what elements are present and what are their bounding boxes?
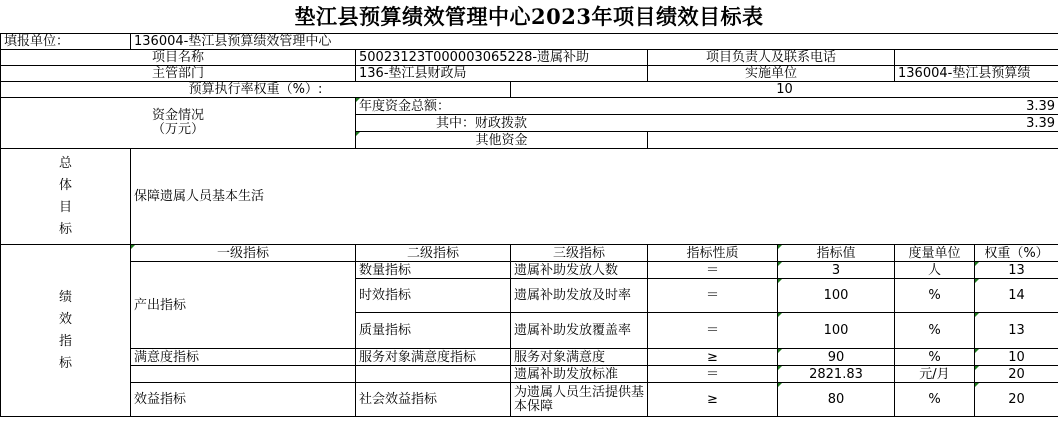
indicator-weight: 13 — [975, 313, 1058, 349]
dept-label: 主管部门 — [1, 66, 356, 82]
indicator-l3: 遗属补助发放人数 — [511, 262, 648, 279]
indicator-value: 100 — [778, 313, 895, 349]
indicator-l3: 服务对象满意度 — [511, 349, 648, 366]
indicator-unit: % — [895, 349, 975, 366]
header-l1: 一级指标 — [131, 245, 356, 262]
fill-unit-label: 填报单位： — [1, 34, 131, 50]
indicator-l1-satisfaction: 满意度指标 — [131, 349, 356, 366]
header-l3: 三级指标 — [511, 245, 648, 262]
overall-goal-label-text: 总 体 目 标 — [58, 155, 72, 237]
funds-total-row — [356, 98, 1058, 115]
impl-unit-value: 136004-垫江县预算绩 — [895, 66, 1058, 82]
indicator-value: 2821.83 — [778, 366, 895, 383]
indicator-unit: % — [895, 313, 975, 349]
header-unit: 度量单位 — [895, 245, 975, 262]
project-owner-value — [895, 50, 1058, 66]
indicator-l1 — [131, 366, 356, 383]
performance-table — [0, 33, 1058, 417]
indicator-nature: ＝ — [648, 313, 778, 349]
indicator-l1-benefit: 效益指标 — [131, 383, 356, 417]
project-name-label: 项目名称 — [1, 50, 356, 66]
funds-total-label: 年度资金总额： — [359, 98, 451, 114]
indicator-l3: 为遗属人员生活提供基本保障 — [511, 383, 648, 417]
funds-other-value — [648, 132, 1058, 149]
indicator-l2: 时效指标 — [356, 279, 511, 313]
indicator-value: 100 — [778, 279, 895, 313]
indicator-weight: 14 — [975, 279, 1058, 313]
overall-goal-label — [1, 149, 131, 245]
funds-total-value: 3.39 — [1026, 98, 1056, 114]
indicator-weight: 20 — [975, 366, 1058, 383]
indicator-nature: ≥ — [648, 383, 778, 417]
indicator-value: 80 — [778, 383, 895, 417]
indicator-weight: 10 — [975, 349, 1058, 366]
funds-fiscal-label: 其中：财政拨款 — [436, 115, 528, 131]
indicator-unit: % — [895, 383, 975, 417]
project-owner-label: 项目负责人及联系电话 — [648, 50, 895, 66]
funds-fiscal-value: 3.39 — [1026, 115, 1056, 131]
header-l2: 二级指标 — [356, 245, 511, 262]
overall-goal-text: 保障遗属人员基本生活 — [131, 149, 1058, 245]
indicator-l2: 服务对象满意度指标 — [356, 349, 511, 366]
indicator-l3: 遗属补助发放覆盖率 — [511, 313, 648, 349]
indicator-unit: 人 — [895, 262, 975, 279]
indicator-l2 — [356, 366, 511, 383]
page-title: 垫江县预算绩效管理中心2023年项目绩效目标表 — [294, 4, 764, 29]
indicator-l2: 数量指标 — [356, 262, 511, 279]
indicator-weight: 13 — [975, 262, 1058, 279]
indicator-l3: 遗属补助发放标准 — [511, 366, 648, 383]
funds-label — [1, 98, 356, 149]
funds-other-label: 其他资金 — [356, 132, 648, 149]
indicator-unit: % — [895, 279, 975, 313]
indicator-l2: 社会效益指标 — [356, 383, 511, 417]
indicator-nature: ＝ — [648, 279, 778, 313]
budget-weight-label: 预算执行率权重（%）: — [1, 82, 511, 98]
budget-weight-value: 10 — [511, 82, 1058, 98]
indicator-value: 90 — [778, 349, 895, 366]
funds-label-line1: 资金情况 — [151, 108, 204, 123]
indicator-l3: 遗属补助发放及时率 — [511, 279, 648, 313]
impl-unit-label: 实施单位 — [648, 66, 895, 82]
fill-unit-value: 136004-垫江县预算绩效管理中心 — [131, 34, 1058, 50]
header-value: 指标值 — [778, 245, 895, 262]
indicators-side-label-text: 绩 效 指 标 — [58, 289, 72, 371]
indicator-weight: 20 — [975, 383, 1058, 417]
indicator-nature: ＝ — [648, 366, 778, 383]
indicator-unit: 元/月 — [895, 366, 975, 383]
indicator-nature: ≥ — [648, 349, 778, 366]
header-weight: 权重（%） — [975, 245, 1058, 262]
funds-label-line2: （万元） — [151, 122, 204, 137]
dept-value: 136-垫江县财政局 — [356, 66, 648, 82]
indicators-side-label — [1, 245, 131, 417]
project-name-value: 50023123T000003065228-遗属补助 — [356, 50, 648, 66]
indicator-l2: 质量指标 — [356, 313, 511, 349]
funds-fiscal-row — [356, 115, 1058, 132]
indicator-nature: ＝ — [648, 262, 778, 279]
header-nature: 指标性质 — [648, 245, 778, 262]
indicator-l1-output: 产出指标 — [131, 262, 356, 349]
indicator-value: 3 — [778, 262, 895, 279]
